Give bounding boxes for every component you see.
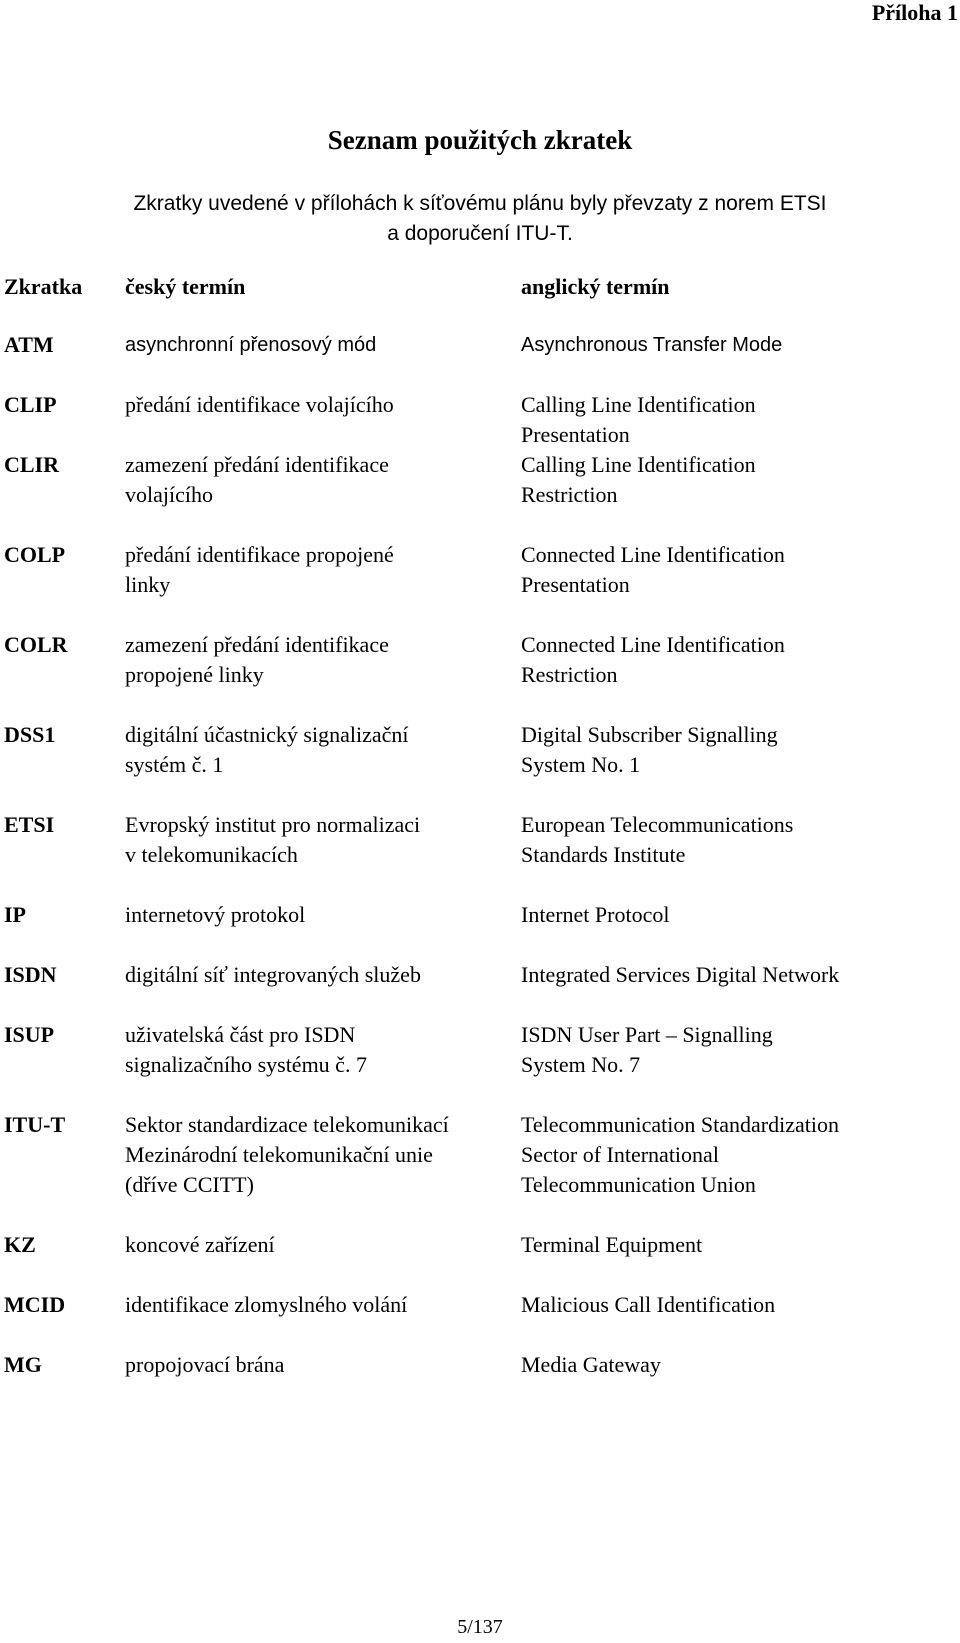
abbreviation-cell: DSS1 bbox=[4, 722, 56, 747]
czech-term-cell: digitální síť integrovaných služeb bbox=[125, 962, 421, 987]
english-term-cell: Media Gateway bbox=[521, 1352, 661, 1377]
english-term-cell: Terminal Equipment bbox=[521, 1232, 703, 1257]
abbreviation-cell: ATM bbox=[4, 332, 54, 357]
abbreviation-cell: CLIR bbox=[4, 452, 60, 477]
czech-term-cell: zamezení předání identifikace volajícího bbox=[125, 452, 389, 507]
czech-term-cell: Sektor standardizace telekomunikací Mezinárodní telekomunikační unie (dříve CCITT) bbox=[125, 1112, 449, 1197]
english-term-cell: Connected Line Identification Restriction bbox=[521, 632, 785, 687]
table-row bbox=[0, 540, 960, 600]
czech-term-cell: Evropský institut pro normalizaci v telekomunikacích bbox=[125, 812, 421, 867]
czech-term-cell: internetový protokol bbox=[125, 902, 306, 927]
table-row bbox=[0, 960, 960, 990]
table-row bbox=[0, 330, 960, 360]
english-term-cell: Calling Line Identification Restriction bbox=[521, 452, 756, 507]
abbreviation-cell: CLIP bbox=[4, 392, 57, 417]
czech-term-cell: předání identifikace volajícího bbox=[125, 392, 394, 417]
abbreviation-cell: KZ bbox=[4, 1232, 36, 1257]
abbreviation-cell: ISUP bbox=[4, 1022, 55, 1047]
table-row bbox=[0, 630, 960, 690]
english-term-cell: Connected Line Identification Presentation bbox=[521, 542, 785, 597]
intro-line-1: Zkratky uvedené v přílohách k síťovému plánu byly převzaty z norem ETSI bbox=[133, 192, 827, 215]
english-term-cell: Integrated Services Digital Network bbox=[521, 962, 840, 987]
czech-term-cell: identifikace zlomyslného volání bbox=[125, 1292, 408, 1317]
table-row bbox=[0, 1350, 960, 1380]
english-term-cell: Malicious Call Identification bbox=[521, 1292, 776, 1317]
english-term-cell: Internet Protocol bbox=[521, 902, 670, 927]
column-header-czech-term: český termín bbox=[125, 274, 246, 299]
abbreviation-cell: IP bbox=[4, 902, 26, 927]
intro-paragraph bbox=[0, 189, 960, 249]
czech-term-cell: digitální účastnický signalizační systém č. 1 bbox=[125, 722, 409, 777]
english-term-cell: Calling Line Identification Presentation bbox=[521, 392, 756, 447]
czech-term-cell: zamezení předání identifikace propojené linky bbox=[125, 632, 389, 687]
page-title: Seznam použitých zkratek bbox=[327, 125, 633, 155]
english-term-cell: Asynchronous Transfer Mode bbox=[521, 334, 783, 356]
table-row bbox=[0, 720, 960, 780]
abbreviation-cell: MG bbox=[4, 1352, 42, 1377]
abbreviation-table bbox=[0, 330, 960, 1410]
table-row bbox=[0, 1110, 960, 1200]
intro-line-2: a doporučení ITU-T. bbox=[387, 222, 573, 245]
table-row bbox=[0, 1230, 960, 1260]
abbreviation-cell: ISDN bbox=[4, 962, 57, 987]
table-row bbox=[0, 900, 960, 930]
column-header-english-term: anglický termín bbox=[521, 274, 670, 299]
table-row bbox=[0, 1290, 960, 1320]
table-row bbox=[0, 810, 960, 870]
english-term-cell: European Telecommunications Standards Institute bbox=[521, 812, 794, 867]
english-term-cell: Digital Subscriber Signalling System No. 1 bbox=[521, 722, 778, 777]
table-row bbox=[0, 450, 960, 510]
annex-label: Příloha 1 bbox=[871, 0, 958, 25]
page-number: 5/137 bbox=[457, 1616, 503, 1638]
czech-term-cell: předání identifikace propojené linky bbox=[125, 542, 394, 597]
column-header-abbreviation: Zkratka bbox=[4, 274, 83, 299]
english-term-cell: Telecommunication Standardization Sector of International Telecommunication Union bbox=[521, 1112, 839, 1197]
czech-term-cell: asynchronní přenosový mód bbox=[125, 334, 377, 356]
table-row bbox=[0, 390, 960, 447]
abbreviation-cell: MCID bbox=[4, 1292, 66, 1317]
czech-term-cell: uživatelská část pro ISDN signalizačního systému č. 7 bbox=[125, 1022, 367, 1077]
abbreviation-cell: COLP bbox=[4, 542, 66, 567]
english-term-cell: ISDN User Part – Signalling System No. 7 bbox=[521, 1022, 773, 1077]
czech-term-cell: koncové zařízení bbox=[125, 1232, 275, 1257]
czech-term-cell: propojovací brána bbox=[125, 1352, 285, 1377]
abbreviation-cell: ITU-T bbox=[4, 1112, 66, 1137]
abbreviation-cell: ETSI bbox=[4, 812, 55, 837]
abbreviation-cell: COLR bbox=[4, 632, 68, 657]
table-row bbox=[0, 1020, 960, 1080]
